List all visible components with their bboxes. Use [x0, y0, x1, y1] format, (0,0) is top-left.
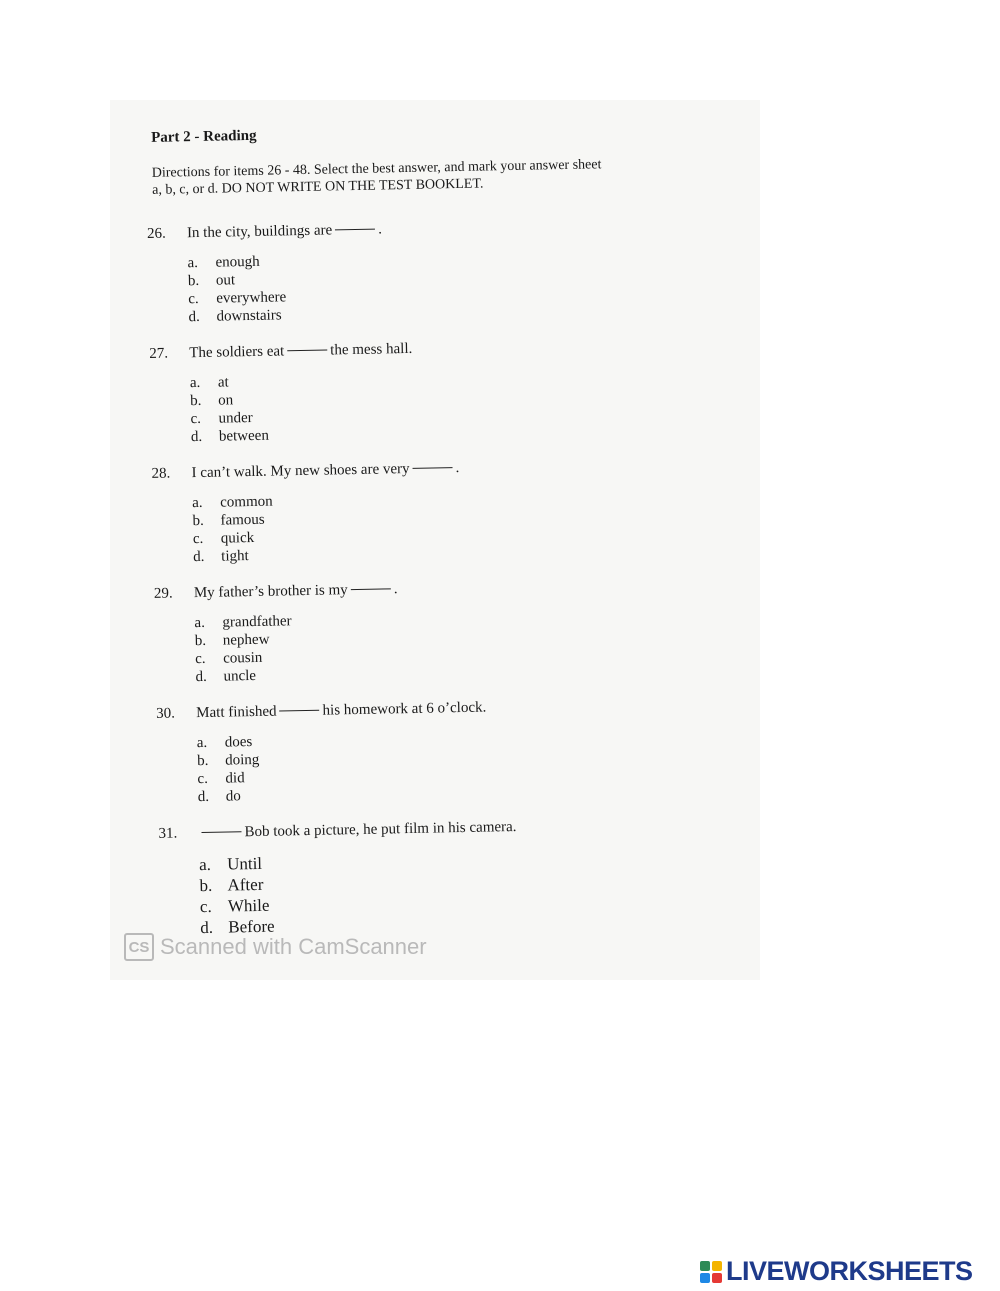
option-text: common: [220, 493, 273, 511]
question-text: [198, 818, 516, 842]
question-item: [154, 573, 756, 686]
question-line: [149, 333, 749, 363]
directions: [152, 154, 713, 199]
option-text: Before: [228, 916, 275, 937]
directions-line-2: a, b, c, or d. DO NOT WRITE ON THE TEST BOOKLET.: [152, 176, 484, 198]
answer-blank: [351, 587, 391, 590]
question-text-after: his homework at 6 o’clock.: [322, 699, 487, 719]
question-text-after: .: [455, 460, 460, 477]
answer-blank: [280, 709, 320, 712]
answer-blank: [287, 349, 327, 352]
option-letter: b.: [199, 875, 213, 896]
option-letter: a.: [198, 854, 212, 875]
option-text: While: [227, 895, 270, 916]
option-letter: a.: [196, 734, 208, 752]
option-text: did: [225, 770, 245, 787]
option-text: at: [217, 374, 229, 391]
option-text: on: [218, 392, 234, 409]
question-number: 30.: [156, 705, 176, 722]
option-letter: c.: [195, 650, 206, 668]
option-text: out: [215, 272, 236, 289]
question-text: [187, 220, 382, 242]
option-letter: c.: [197, 770, 209, 788]
question-item: [149, 333, 751, 446]
option-letter: b.: [190, 392, 202, 410]
question-text: [194, 580, 398, 602]
option-letter: b.: [196, 752, 209, 770]
option-text: does: [224, 734, 253, 751]
answer-blank: [413, 466, 453, 469]
question-line: [158, 813, 758, 843]
option-letter: d.: [190, 428, 203, 446]
option-letter: c.: [188, 291, 199, 308]
option-text: between: [218, 427, 270, 445]
question-item: [147, 213, 749, 326]
answer-blank: [201, 830, 241, 833]
question-text-before: Matt finished: [196, 703, 277, 722]
question-line: [154, 573, 754, 603]
option-text: quick: [220, 529, 255, 547]
answer-options: [194, 603, 755, 686]
camscanner-icon: CS: [124, 933, 154, 961]
option-text: cousin: [223, 649, 263, 667]
question-text-before: My father’s brother is my: [193, 582, 348, 602]
question-line: [147, 213, 747, 243]
option-text: downstairs: [216, 307, 282, 325]
question-text-after: .: [378, 221, 383, 238]
test-sheet: [145, 118, 761, 956]
answer-blank: [335, 228, 375, 231]
option-letter: a.: [192, 494, 203, 512]
question-line: [156, 693, 756, 723]
option-letter: a.: [189, 374, 201, 392]
question-text-after: .: [393, 581, 398, 598]
option-text: uncle: [223, 667, 257, 685]
option-letter: c.: [192, 530, 204, 548]
option-letter: c.: [199, 896, 212, 917]
option-letter: b.: [192, 512, 204, 530]
question-text: [189, 340, 412, 362]
answer-options: [199, 843, 761, 938]
option-text: tight: [221, 548, 249, 565]
liveworksheets-logo: [700, 1256, 973, 1287]
option-letter: b.: [194, 632, 207, 650]
option-text: enough: [215, 253, 260, 271]
logo-square-2: [712, 1261, 722, 1271]
camscanner-watermark: [124, 933, 427, 961]
answer-options: [190, 363, 751, 446]
liveworksheets-icon: [700, 1261, 722, 1283]
option-letter: d.: [197, 788, 210, 806]
option-letter: b.: [187, 272, 200, 290]
logo-square-1: [700, 1261, 710, 1271]
question-number: 26.: [146, 225, 166, 242]
option-letter: d.: [188, 308, 201, 326]
directions-line-1: Directions for items 26 - 48. Select the best answer, and mark your answer sheet: [151, 157, 602, 181]
option-text: After: [227, 874, 264, 895]
option-letter: d.: [200, 917, 214, 938]
option-text: famous: [220, 511, 265, 529]
question-item: [158, 813, 760, 938]
logo-square-3: [700, 1273, 710, 1283]
logo-square-4: [712, 1273, 722, 1283]
question-text-before: I can’t walk. My new shoes are very: [191, 460, 410, 482]
answer-options: [187, 243, 748, 326]
question-text-before: In the city, buildings are: [186, 222, 333, 242]
option-letter: a.: [194, 614, 206, 632]
question-number: 29.: [153, 585, 173, 602]
option-text: under: [218, 409, 253, 427]
question-item: [151, 453, 753, 566]
option-text: Until: [226, 853, 263, 874]
answer-options: [197, 723, 758, 806]
question-number: 28.: [151, 465, 171, 482]
option-letter: c.: [190, 410, 202, 428]
question-line: [151, 453, 751, 483]
question-text-after: Bob took a picture, he put film in his camera.: [244, 818, 517, 841]
question-item: [156, 693, 758, 806]
option-text: do: [225, 788, 241, 805]
option-text: nephew: [222, 631, 270, 649]
brand-text: LIVEWORKSHEETS: [726, 1256, 973, 1286]
watermark-text: Scanned with CamScanner: [160, 934, 427, 959]
question-number: 31.: [158, 825, 178, 842]
question-list: [147, 213, 761, 938]
part-title: Part 2 - Reading: [150, 127, 257, 146]
option-letter: d.: [195, 668, 207, 686]
option-text: doing: [224, 751, 260, 769]
question-number: 27.: [149, 345, 169, 362]
question-text-before: The soldiers eat: [189, 343, 285, 362]
option-text: grandfather: [222, 613, 292, 631]
question-text-after: the mess hall.: [330, 340, 413, 359]
option-letter: a.: [187, 255, 199, 272]
question-text: [196, 699, 486, 723]
option-text: everywhere: [216, 289, 287, 307]
answer-options: [192, 483, 753, 566]
question-text: [191, 459, 459, 482]
option-letter: d.: [193, 548, 205, 566]
